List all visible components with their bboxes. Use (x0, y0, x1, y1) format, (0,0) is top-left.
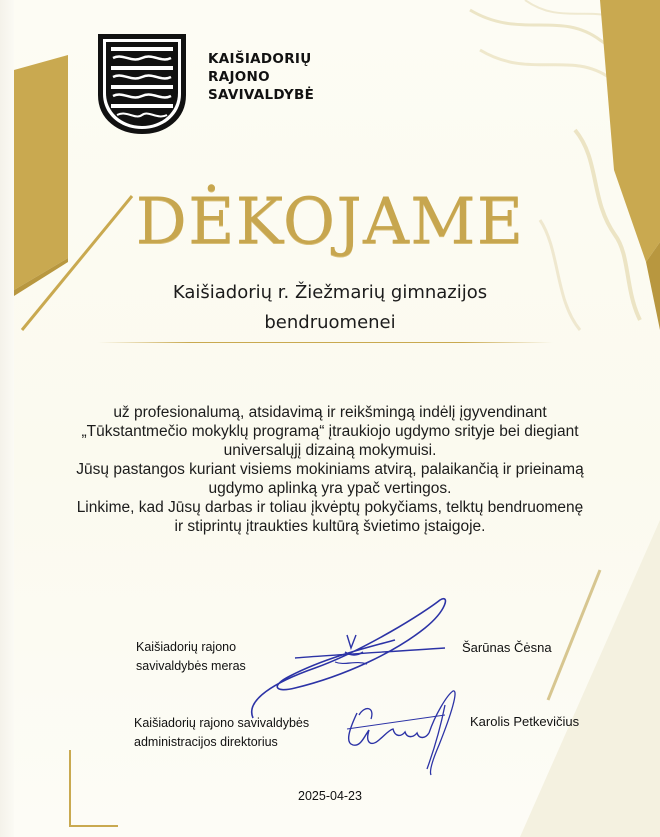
body-line: Linkime, kad Jūsų darbas ir toliau įkvėptų pokyčiams, telktų bendruomenę (76, 499, 584, 516)
director-signature (335, 685, 465, 780)
mayor-title-line-1: Kaišiadorių rajono (136, 640, 237, 654)
org-line-3: SAVIVALDYBĖ (208, 87, 315, 103)
body-line: už profesionalumą, atsidavimą ir reikšmingą indėlį įgyvendinant (113, 404, 547, 421)
director-title (134, 714, 309, 752)
body-line: Jūsų pastangos kuriant visiems mokiniams atvirą, palaikančią ir prieinamą (76, 461, 584, 478)
mayor-title (136, 638, 246, 676)
org-line-2: RAJONO (208, 69, 270, 85)
org-line-1: KAIŠIADORIŲ (208, 51, 312, 67)
body-line: ir stiprintų įtraukties kultūrą švietimo įstaigoje. (174, 518, 486, 535)
issue-date: 2025-04-23 (298, 789, 362, 803)
organization-name (208, 50, 314, 104)
body-text (50, 403, 610, 536)
director-title-line-2: administracijos direktorius (134, 735, 278, 749)
certificate-title: DĖKOJAME (135, 185, 525, 259)
director-name: Karolis Petkevičius (470, 714, 580, 729)
corner-bracket (70, 750, 118, 826)
director-title-line-1: Kaišiadorių rajono savivaldybės (134, 716, 310, 730)
mayor-title-line-2: savivaldybės meras (136, 659, 246, 673)
body-line: „Tūkstantmečio mokyklų programą“ įtraukiojo ugdymo srityje bei diegiant (81, 423, 579, 440)
municipality-crest-icon (97, 33, 187, 135)
body-line: ugdymo aplinką yra ypač vertingos. (208, 480, 452, 497)
recipient-line-2: bendruomenei (264, 312, 396, 333)
recipient-line-1: Kaišiadorių r. Žiežmarių gimnazijos (172, 282, 488, 303)
recipient (0, 278, 660, 338)
body-line: universalųjį dizainą mokymuisi. (223, 442, 437, 459)
divider-rule (98, 342, 553, 343)
mayor-name: Šarūnas Čėsna (462, 640, 552, 655)
